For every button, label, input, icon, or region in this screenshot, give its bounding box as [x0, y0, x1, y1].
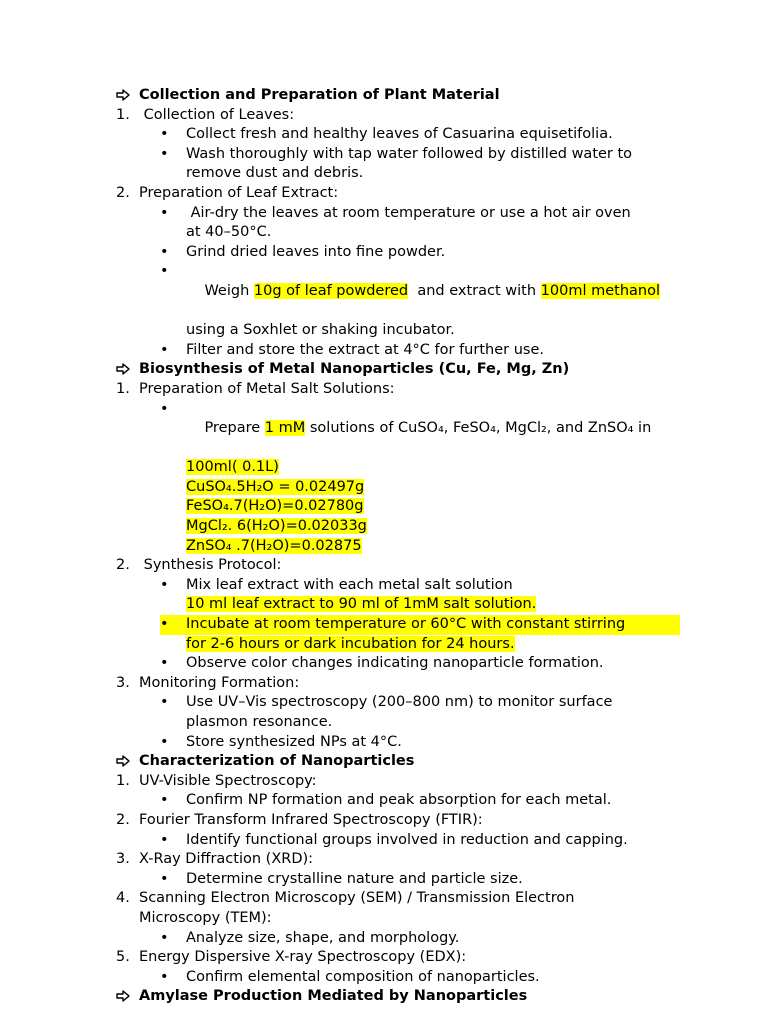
bullet-item: • Filter and store the extract at 4°C for further use.: [160, 341, 544, 358]
highlighted-text: 100ml( 0.1L): [186, 459, 279, 476]
bullet-item: • Prepare 1 mM solutions of CuSO₄, FeSO₄, MgCl₂, and ZnSO₄ in: [160, 400, 652, 437]
bullet-item: • Mix leaf extract with each metal salt solution: [160, 576, 513, 593]
list-item: 2. Preparation of Leaf Extract:: [116, 184, 339, 201]
list-item: 1. Preparation of Metal Salt Solutions:: [116, 380, 395, 397]
highlighted-text: for 2-6 hours or dark incubation for 24 hours.: [186, 635, 515, 652]
bullet-item: • Analyze size, shape, and morphology.: [160, 929, 460, 946]
bullet-continuation: plasmon resonance.: [186, 714, 333, 730]
bullet-continuation: remove dust and debris.: [186, 165, 364, 182]
list-item: 1. UV-Visible Spectroscopy:: [116, 772, 317, 789]
list-item-continuation: Microscopy (TEM):: [139, 909, 272, 926]
bullet-item: • Wash thoroughly with tap water followed by distilled water to: [160, 145, 633, 162]
list-item: 1. Collection of Leaves:: [116, 106, 295, 123]
bullet-item: • Incubate at room temperature or 60°C with constant stirring: [160, 615, 680, 635]
bullet-continuation: [0, 537, 768, 557]
bullet-continuation: at 40–50°C.: [186, 224, 272, 241]
bullet-item: • Use UV–Vis spectroscopy (200–800 nm) to monitor surface: [160, 694, 613, 711]
section-heading: Collection and Preparation of Plant Material: [0, 86, 768, 106]
list-item: 3. X-Ray Diffraction (XRD):: [116, 851, 314, 868]
bullet-item: • Confirm NP formation and peak absorption for each metal.: [160, 792, 612, 809]
list-item: 4. Scanning Electron Microscopy (SEM) / Transmission Electron: [116, 890, 575, 907]
highlighted-text: FeSO₄.7(H₂O)=0.02780g: [186, 498, 364, 515]
bullet-item: • Collect fresh and healthy leaves of Casuarina equisetifolia.: [160, 126, 613, 143]
highlighted-text: 10g of leaf powdered: [253, 282, 409, 299]
right-arrow-outline-icon: [116, 86, 132, 106]
highlighted-text: ZnSO₄ .7(H₂O)=0.02875: [186, 537, 362, 554]
right-arrow-outline-icon: [116, 752, 132, 772]
highlighted-text: 1 mM: [264, 420, 306, 437]
list-item: 5. Energy Dispersive X-ray Spectroscopy (EDX):: [116, 949, 467, 966]
highlighted-text: MgCl₂. 6(H₂O)=0.02033g: [186, 518, 367, 535]
bullet-item: • Weigh 10g of leaf powdered and extract with 100ml methanol: [160, 263, 660, 299]
bullet-continuation: [0, 635, 768, 655]
right-arrow-outline-icon: [116, 987, 132, 1007]
bullet-item: • Identify functional groups involved in reduction and capping.: [160, 831, 628, 848]
bullet-continuation: [0, 497, 768, 517]
bullet-item: • Observe color changes indicating nanoparticle formation.: [160, 655, 604, 672]
section-heading: Characterization of Nanoparticles: [0, 752, 768, 772]
bullet-continuation: [0, 458, 768, 478]
list-item: 3. Monitoring Formation:: [116, 674, 300, 691]
bullet-item: • Grind dried leaves into fine powder.: [160, 243, 446, 260]
bullet-item: • Air-dry the leaves at room temperature or use a hot air oven: [160, 204, 631, 221]
document-page: [0, 86, 768, 1007]
list-item: 2. Synthesis Protocol:: [116, 557, 282, 574]
bullet-item: • Determine crystalline nature and particle size.: [160, 870, 523, 887]
bullet-continuation: [0, 517, 768, 537]
bullet-continuation: using a Soxhlet or shaking incubator.: [186, 322, 455, 339]
bullet-item: • Confirm elemental composition of nanoparticles.: [160, 968, 540, 985]
bullet-continuation: [0, 478, 768, 498]
right-arrow-outline-icon: [116, 360, 132, 380]
section-heading: Biosynthesis of Metal Nanoparticles (Cu, Fe, Mg, Zn): [0, 360, 768, 380]
bullet-item: • Store synthesized NPs at 4°C.: [160, 733, 402, 750]
list-item: 2. Fourier Transform Infrared Spectroscopy (FTIR):: [116, 811, 483, 828]
section-heading: Amylase Production Mediated by Nanoparticles: [0, 987, 768, 1007]
highlighted-text: CuSO₄.5H₂O = 0.02497g: [186, 478, 365, 495]
highlighted-text: 100ml methanol: [540, 282, 660, 299]
highlighted-text: 10 ml leaf extract to 90 ml of 1mM salt solution.: [186, 596, 537, 613]
bullet-continuation: [0, 595, 768, 615]
